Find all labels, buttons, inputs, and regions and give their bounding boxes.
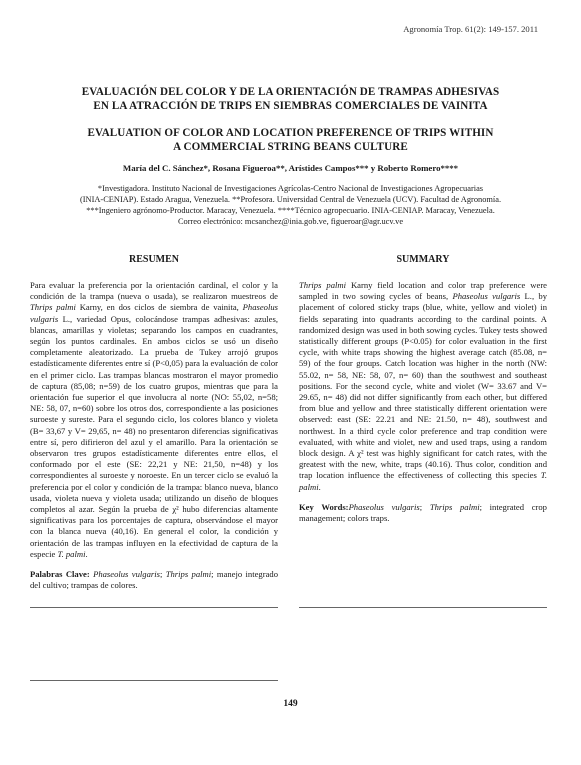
journal-reference: Agronomía Trop. 61(2): 149-157. 2011	[403, 24, 538, 34]
spanish-title	[40, 86, 541, 113]
keyword: Phaseolus vulgaris	[93, 569, 160, 580]
affiliation-line-2: (INIA-CENIAP). Estado Aragua, Venezuela. **Profesora. Universidad Central de Venezuela (UCV). Facultad de Agronomía.	[79, 195, 502, 204]
divider	[299, 607, 547, 608]
spanish-title-line-1: EVALUACIÓN DEL COLOR Y DE LA ORIENTACIÓN DE TRAMPAS ADHESIVAS	[81, 86, 500, 98]
resumen-text-3: L., variedad Opus, colocándose trampas adhesivas: azules, blancas, amarillas y violetas; separando los campos en cuadrantes, según los puntos cardinales. En ambos ciclos se usó un diseño completamente aleatorizado. La prueba de Tukey arrojó grupos estadísticamente diferentes entre sí (P<0,05) para la evaluación de color en el primer ciclo. Las trampas blancas mostraron el mayor promedio de captura (85,08; n=59) de los cuatro grupos, mientras que para la orientación fue superior el que involucra al norte (NO: 55,02, n=58; NE: 58, 07, n=60) sobre los otros dos, correspondiente a las posiciones suroeste y sureste. Para el segundo ciclo, los colores blanco y violeta (B= 33,67 y V= 29,65, n= 48) no presentaron diferencias significativas entre sí, pero difirieron del azul y el amarillo. Para la orientación se observaron tres grupos estadísticamente diferentes entre ellos, el conformado por el este (SE: 22,21 y NE: 21,50, n=48) y los correspondientes al suroeste y noroeste. En un tercer ciclo se evaluó la preferencia por el color y condición de la trampa: blanco nueva, blanco usada, violeta nueva y violeta usada; utilizando un diseño de bloques completos al azar. Según la prueba de χ² hubo diferencias altamente significativas para los porcentajes de captura, observándose el mayor con la blanca nueva (40,16). En general el color, la condición y orientación de las trampas influyen en la efectividad de captura de la especie	[30, 313, 278, 559]
summary-body	[299, 280, 547, 493]
summary-heading: SUMMARY	[396, 254, 450, 265]
page-number: 149	[283, 699, 298, 709]
english-title	[40, 127, 541, 154]
species-name: T. palmi	[57, 548, 86, 559]
keywords-rest: ; integrated crop management; colors traps.	[299, 501, 547, 524]
resumen-column	[30, 254, 278, 591]
species-name: T. palmi	[299, 470, 547, 492]
keyword: Thrips palmi	[165, 569, 212, 580]
resumen-text-4: .	[85, 548, 88, 559]
spanish-title-line-2: EN LA ATRACCIÓN DE TRIPS EN SIEMBRAS COMERCIALES DE VAINITA	[93, 99, 488, 112]
resumen-keywords	[30, 569, 278, 591]
keywords-label: Palabras Clave:	[30, 569, 94, 580]
resumen-heading: RESUMEN	[128, 254, 179, 265]
english-title-line-1: EVALUATION OF COLOR AND LOCATION PREFERENCE OF TRIPS WITHIN	[87, 127, 494, 139]
affiliation-line-3: ***Ingeniero agrónomo-Productor. Maracay, Venezuela. ****Técnico agropecuario. INIA-CENIAP. Maracay, Venezuela.	[86, 206, 495, 215]
keyword-separator: ;	[419, 501, 430, 512]
author-list: María del C. Sánchez*, Rosana Figueroa**, Arístides Campos*** y Roberto Romero****	[122, 163, 459, 173]
affiliation-line-1: *Investigadora. Instituto Nacional de Investigaciones Agrícolas-Centro Nacional de Investigaciones Agropecuarias	[97, 184, 484, 193]
keyword: Phaseolus vulgaris	[348, 501, 420, 512]
species-name: Thrips palmi	[299, 280, 346, 290]
affiliations	[40, 183, 541, 227]
summary-keywords	[299, 502, 547, 524]
keywords-rest: ; manejo integrado del cultivo; trampas de colores.	[30, 569, 278, 591]
summary-text-3: .	[318, 481, 321, 492]
divider	[30, 607, 278, 608]
species-name: Thrips palmi	[30, 302, 76, 313]
summary-text-2: L., by placement of colored sticky traps (blue, white, yellow and violet) in fields separating into quadrants according to the cardinal points. A randomized design was used in both sowing cycles. Tukey tests showed statistically different groups (P<0.05) for color evaluation in the first cycle, with white traps showing the highest average catch (85.08, n= 59) of the four groups. Catch location was higher in the north (NW: 55.02, n= 58, NE: 58, 07, n= 60) than the southwest and southeast positions. For the second cycle, white and violet (W= 33.67 and V= 29.65, n= 48) did not differ significantly from each other, but differed from blue and yellow and three statistically different orientation were observed: east (SE: 22.21 and NE: 21.50, n= 48), southwest and northwest. In a third cycle color preference and trap condition were evaluated, with white and violet, new and used traps, using a random block design. A χ² test was highly significant for catch rates, with the greatest with the new, white, traps (40.16). Thus color, condition and trap location influence the effectiveness of collecting this species	[299, 291, 547, 481]
resumen-text-1: Para evaluar la preferencia por la orientación cardinal, el color y la condición de la trampa (nueva o usada), se realizaron muestreos de	[30, 280, 278, 302]
contact-email: Correo electrónico: mcsanchez@inia.gob.ve, figueroar@agr.ucv.ve	[177, 217, 404, 226]
resumen-body	[30, 280, 278, 560]
keywords-label: Key Words:	[299, 501, 349, 512]
summary-text-1: Karny field location and color trap preference were sampled in two sowing cycles of beans,	[299, 280, 547, 302]
keyword: Thrips palmi	[429, 501, 480, 512]
divider	[30, 680, 278, 681]
keyword-separator: ;	[159, 569, 166, 580]
summary-column	[299, 254, 547, 524]
resumen-text-2: Karny, en dos ciclos de siembra de vainita,	[75, 302, 243, 313]
species-name: Phaseolus vulgaris	[452, 291, 521, 302]
species-name: Phaseolus vulgaris	[30, 302, 278, 324]
english-title-line-2: A COMMERCIAL STRING BEANS CULTURE	[173, 140, 408, 153]
